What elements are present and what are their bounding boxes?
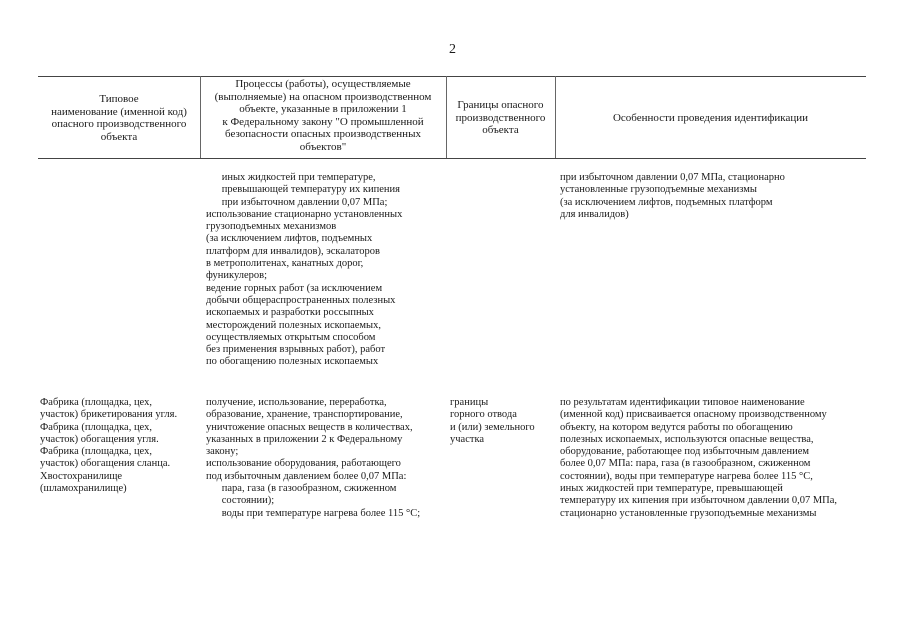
table-top-rule	[38, 76, 866, 77]
header-object-name: Типовое наименование (именной код) опасного производственного объекта	[51, 93, 187, 143]
page-number: 2	[449, 42, 456, 57]
header-identification: Особенности проведения идентификации	[612, 112, 809, 124]
header-processes: Процессы (работы), осуществляемые (выполняемые) на опасном производственном объекте, указанные в приложении 1 к Федеральному закону "О промышленной безопасности опасных производственных объектов"	[214, 78, 432, 153]
row2-identification: по результатам идентификации типовое наименование (именной код) присваивается опасному производственному объекту, на котором ведутся работы по обогащению полезных ископаемых, используются опасные вещества, оборудование, работающее под избыточным давлением более 0,07 МПа: пара, газа (в газообразном, сжиженном состоянии), воды при температуре нагрева более 115 °С, иных жидкостей при температуре, превышающей температуру их кипения при избыточном давлении 0,07 МПа, стационарно установленные грузоподъемные механизмы	[560, 397, 838, 519]
row1-processes: иных жидкостей при температуре, превышающей температуру их кипения при избыточном давлении 0,07 МПа; использование стационарно установленных грузоподъемных механизмов (за исключением лифтов, подъемных платформ для инвалидов), эскалаторов в метрополитенах, канатных дорог, фуникулеров; ведение горных работ (за исключением добычи общераспространенных полезных ископаемых и разработки россыпных месторождений полезных ископаемых, осуществляемых открытым способом без применения взрывных работ), работ по обогащению полезных ископаемых	[206, 172, 403, 368]
row2-processes: получение, использование, переработка, образование, хранение, транспортирование, уничтожение опасных веществ в количествах, указанных в приложении 2 к Федеральному закону; использование оборудования, работающего под избыточным давлением более 0,07 МПа: пара, газа (в газообразном, сжиженном состоянии); воды при температуре нагрева более 115 °С;	[206, 397, 421, 519]
row1-identification: при избыточном давлении 0,07 МПа, стационарно установленные грузоподъемные механизмы (за исключением лифтов, подъемных платформ для инвалидов)	[560, 172, 785, 220]
row2-object-name: Фабрика (площадка, цех, участок) брикетирования угля. Фабрика (площадка, цех, участок) обогащения угля. Фабрика (площадка, цех, участок) обогащения сланца. Хвостохранилище (шламохранилище)	[40, 397, 178, 495]
row2-boundaries: границы горного отвода и (или) земельного участка	[450, 397, 535, 445]
table-header-rule	[38, 158, 866, 159]
header-boundaries: Границы опасного производственного объекта	[455, 99, 546, 136]
